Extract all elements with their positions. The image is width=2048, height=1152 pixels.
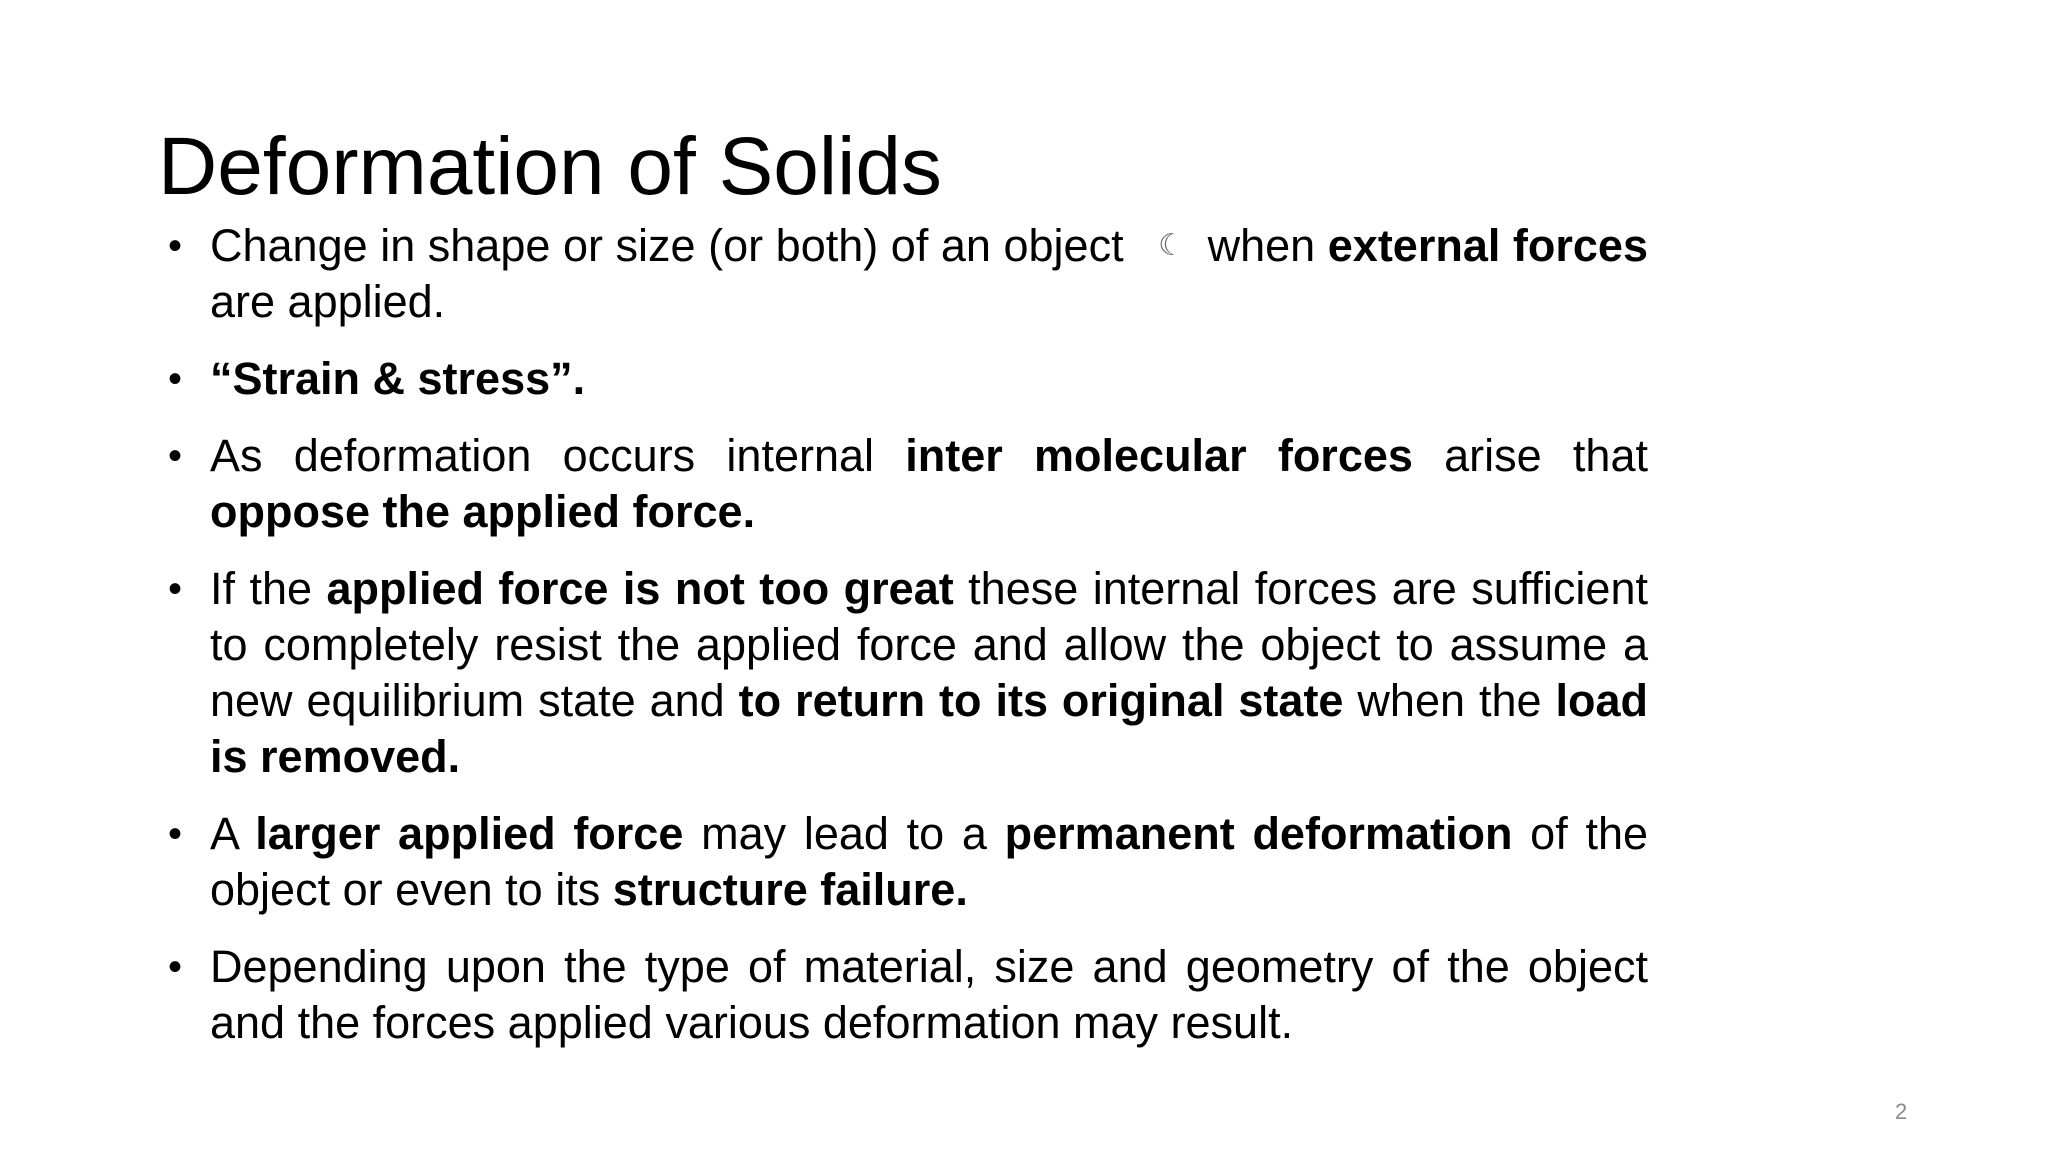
bullet-text: Change in shape or size (or both) of an object	[210, 220, 1137, 271]
bullet-bold-text: permanent deformation	[1004, 808, 1513, 859]
crescent-moon-icon: ☾	[1158, 229, 1186, 262]
bullet-text: A	[210, 808, 256, 859]
bullet-text: are applied.	[210, 276, 446, 327]
bullet-dot-icon: •	[168, 945, 183, 989]
page-number: 2	[1895, 1099, 1908, 1124]
bullet-text: of the object or even to its	[210, 808, 1648, 915]
bullet-item	[168, 218, 1648, 330]
bullet-text: these internal forces are sufficient to completely resist the applied force and allow the object to assume a new equilibrium state and	[210, 563, 1648, 726]
bullet-bold-text: applied force is not too great	[326, 563, 954, 614]
bullet-item	[168, 561, 1648, 785]
bullet-item	[168, 806, 1648, 918]
bullet-dot-icon: •	[168, 434, 183, 478]
bullet-item	[168, 428, 1648, 540]
bullet-text: may lead to a	[683, 808, 1005, 859]
bullet-dot-icon: •	[168, 567, 183, 611]
slide-title: Deformation of Solids	[158, 121, 942, 212]
bullet-item	[168, 939, 1648, 1051]
bullet-text: As deformation occurs internal	[210, 430, 906, 481]
bullet-text: when	[1195, 220, 1328, 271]
bullet-list	[168, 218, 1648, 1072]
bullet-dot-icon: •	[168, 224, 183, 268]
bullet-item	[168, 351, 1648, 407]
bullet-text: Depending upon the type of material, size and geometry of the object and the forces applied various deformation may result.	[210, 941, 1648, 1048]
bullet-text: when the	[1343, 675, 1556, 726]
bullet-bold-text: structure failure.	[612, 864, 968, 915]
bullet-dot-icon: •	[168, 812, 183, 856]
bullet-bold-text: inter molecular forces	[905, 430, 1413, 481]
bullet-dot-icon: •	[168, 357, 183, 401]
bullet-bold-text: “Strain & stress”.	[210, 353, 586, 404]
bullet-bold-text: larger applied force	[255, 808, 684, 859]
bullet-bold-text: to return to its original state	[738, 675, 1344, 726]
bullet-text: arise that	[1412, 430, 1648, 481]
bullet-bold-text: oppose the applied force.	[210, 486, 756, 537]
bullet-bold-text: external forces	[1327, 220, 1648, 271]
bullet-bold-text: load is removed.	[210, 675, 1648, 782]
bullet-text: If the	[210, 563, 327, 614]
